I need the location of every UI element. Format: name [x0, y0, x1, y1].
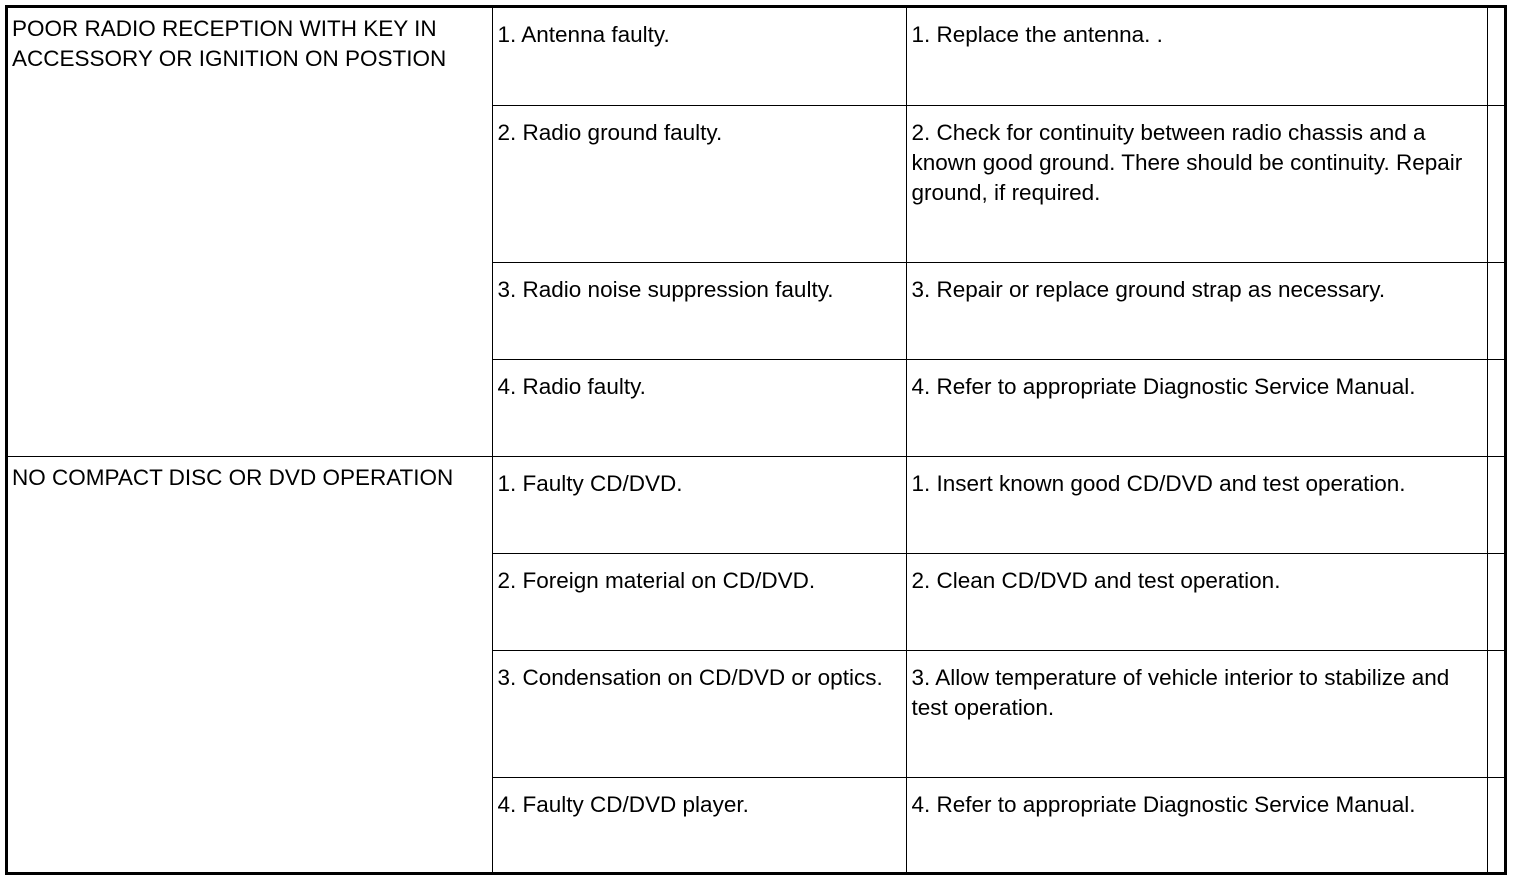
table-row	[8, 456, 1506, 553]
right-margin-cell	[1487, 650, 1506, 777]
correction-cell: 4. Refer to appropriate Diagnostic Service Manual.	[906, 359, 1487, 456]
right-margin-cell	[1487, 105, 1506, 262]
cause-cell: 1. Antenna faulty.	[492, 8, 906, 105]
correction-cell: 4. Refer to appropriate Diagnostic Service Manual.	[906, 777, 1487, 873]
correction-cell: 2. Check for continuity between radio chassis and a known good ground. There should be continuity. Repair ground, if required.	[906, 105, 1487, 262]
correction-cell: 1. Replace the antenna. .	[906, 8, 1487, 105]
cause-cell: 4. Radio faulty.	[492, 359, 906, 456]
diagnosis-table	[8, 8, 1506, 874]
correction-cell: 3. Repair or replace ground strap as necessary.	[906, 262, 1487, 359]
correction-cell: 1. Insert known good CD/DVD and test operation.	[906, 456, 1487, 553]
right-margin-cell	[1487, 456, 1506, 553]
right-margin-cell	[1487, 777, 1506, 873]
correction-cell: 3. Allow temperature of vehicle interior to stabilize and test operation.	[906, 650, 1487, 777]
correction-cell: 2. Clean CD/DVD and test operation.	[906, 553, 1487, 650]
cause-cell: 3. Radio noise suppression faulty.	[492, 262, 906, 359]
table-row	[8, 8, 1506, 105]
right-margin-cell	[1487, 262, 1506, 359]
cause-cell: 2. Foreign material on CD/DVD.	[492, 553, 906, 650]
right-margin-cell	[1487, 553, 1506, 650]
condition-cell: NO COMPACT DISC OR DVD OPERATION	[8, 456, 492, 873]
condition-cell: POOR RADIO RECEPTION WITH KEY IN ACCESSORY OR IGNITION ON POSTION	[8, 8, 492, 456]
cause-cell: 3. Condensation on CD/DVD or optics.	[492, 650, 906, 777]
cause-cell: 2. Radio ground faulty.	[492, 105, 906, 262]
right-margin-cell	[1487, 359, 1506, 456]
cause-cell: 4. Faulty CD/DVD player.	[492, 777, 906, 873]
cause-cell: 1. Faulty CD/DVD.	[492, 456, 906, 553]
right-margin-cell	[1487, 8, 1506, 105]
